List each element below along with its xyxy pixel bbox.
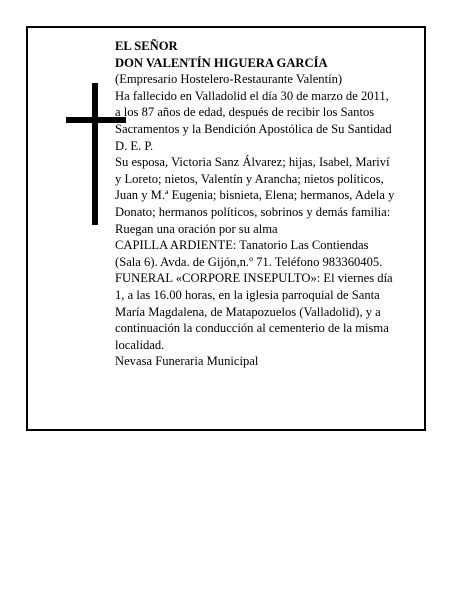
family-line: Su esposa, Victoria Sanz Álvarez; hijas, Isabel, Mariví	[115, 155, 390, 170]
chapel-line: CAPILLA ARDIENTE: Tanatorio Las Contiendas	[115, 238, 369, 253]
death-announcement-line: Sacramentos y la Bendición Apostólica de Su Santidad	[115, 121, 392, 136]
funeral-line: continuación la conducción al cementerio de la misma	[115, 321, 389, 336]
family-line: y Loreto; nietos, Valentín y Arancha; nietos políticos,	[115, 171, 384, 186]
prayer-request-line: Ruegan una oración por su alma	[115, 221, 278, 236]
family-line: Juan y M.ª Eugenia; bisnieta, Elena; hermanos, Adela y	[115, 188, 395, 203]
rip-line: D. E. P.	[115, 138, 154, 153]
honorific-line: EL SEÑOR	[115, 39, 178, 53]
funeral-line: FUNERAL «CORPORE INSEPULTO»: El viernes día	[115, 271, 393, 286]
funeral-line: localidad.	[115, 337, 165, 352]
funeral-home-line: Nevasa Funeraria Municipal	[115, 354, 259, 369]
family-line: Donato; hermanos políticos, sobrinos y demás familia:	[115, 204, 391, 219]
death-announcement-line: Ha fallecido en Valladolid el día 30 de marzo de 2011,	[115, 88, 389, 103]
cross-vertical-bar	[92, 83, 98, 225]
deceased-name: DON VALENTÍN HIGUERA GARCÍA	[115, 55, 328, 70]
chapel-address-line: (Sala 6). Avda. de Gijón,n.º 71. Teléfono 983360405.	[115, 254, 383, 269]
profession-line: (Empresario Hostelero-Restaurante Valentín)	[115, 72, 343, 87]
death-announcement-line: a los 87 años de edad, después de recibir los Santos	[115, 105, 375, 120]
funeral-line: 1, a las 16.00 horas, en la iglesia parroquial de Santa	[115, 287, 380, 302]
obituary-text	[115, 38, 420, 370]
funeral-line: María Magdalena, de Matapozuelos (Valladolid), y a	[115, 304, 381, 319]
